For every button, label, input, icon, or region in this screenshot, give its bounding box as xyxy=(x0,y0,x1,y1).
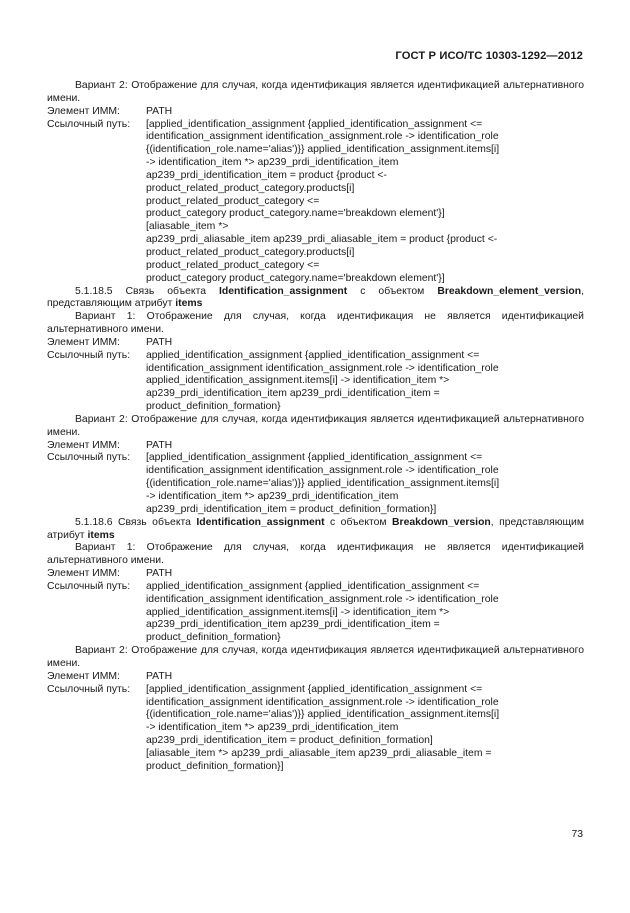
reference-path-line: identification_assignment identification_assignment.role -> identification_role xyxy=(146,362,499,374)
mapping-value xyxy=(146,106,584,119)
mapping-value xyxy=(146,350,584,414)
mapping-row xyxy=(47,440,584,453)
variant-paragraph: Вариант 1: Отображение для случая, когда идентификация не является идентификацией альтернативного имени. xyxy=(47,542,584,567)
reference-path-line: ap239_prdi_identification_item = product_definition_formation}] xyxy=(146,503,437,515)
mapping-row xyxy=(47,106,584,119)
reference-path-line: product_category product_category.name='breakdown element'}] xyxy=(146,272,445,284)
heading-suffix: , представляющим атрибут xyxy=(47,516,585,541)
reference-path-line: applied_identification_assignment.items[i] -> identification_item *> xyxy=(146,606,450,618)
reference-path-line: PATH xyxy=(146,439,173,451)
heading-b3: items xyxy=(175,298,203,310)
mapping-value xyxy=(146,684,584,774)
mapping-label: Ссылочный путь: xyxy=(47,580,131,592)
reference-path-line: product_definition_formation} xyxy=(146,632,281,644)
mapping-value xyxy=(146,119,584,286)
heading-b2: Breakdown_element_version xyxy=(437,285,582,297)
mapping-row xyxy=(47,119,584,286)
section-heading xyxy=(47,517,584,543)
reference-path-line: identification_assignment identification_assignment.role -> identification_role xyxy=(146,593,499,605)
section-heading xyxy=(47,286,584,312)
mapping-row xyxy=(47,452,584,516)
reference-path-line: ap239_prdi_identification_item = product_definition_formation] xyxy=(146,735,433,747)
reference-path-line: applied_identification_assignment {applied_identification_assignment <= xyxy=(146,580,480,592)
reference-path-line: -> identification_item *> ap239_prdi_identification_item xyxy=(146,491,399,502)
mapping-label: Элемент ИММ: xyxy=(47,439,120,451)
reference-path-line: PATH xyxy=(146,105,173,117)
reference-path-line: product_related_product_category <= xyxy=(146,259,320,271)
reference-path-line: PATH xyxy=(146,568,173,580)
mapping-row xyxy=(47,581,584,645)
reference-path-line: ap239_prdi_aliasable_item ap239_prdi_aliasable_item = product {product <- xyxy=(146,234,498,246)
mapping-value xyxy=(146,452,584,516)
mapping-label: Ссылочный путь: xyxy=(47,683,131,695)
reference-path-line: product_related_product_category.products[i] xyxy=(146,182,355,194)
reference-path-line: [applied_identification_assignment {applied_identification_assignment <= xyxy=(146,683,483,695)
reference-path-line: {(identification_role.name='alias')}} applied_identification_assignment.items[i] xyxy=(146,709,500,721)
mapping-label: Ссылочный путь: xyxy=(47,349,131,361)
reference-path-line: [aliasable_item *> ap239_prdi_aliasable_item ap239_prdi_aliasable_item = xyxy=(146,747,492,759)
mapping-row xyxy=(47,671,584,684)
reference-path-line: product_related_product_category <= xyxy=(146,195,320,207)
reference-path-line: {(identification_role.name='alias')}} applied_identification_assignment.items[i] xyxy=(146,478,500,490)
reference-path-line: product_definition_formation} xyxy=(146,401,281,413)
reference-path-line: product_definition_formation}] xyxy=(146,760,284,772)
mapping-value xyxy=(146,568,584,581)
reference-path-line: applied_identification_assignment {applied_identification_assignment <= xyxy=(146,349,480,361)
reference-path-line: ap239_prdi_identification_item ap239_prdi_identification_item = xyxy=(146,388,440,400)
mapping-label: Элемент ИММ: xyxy=(47,670,120,682)
mapping-value xyxy=(146,440,584,453)
heading-mid: с объектом xyxy=(347,285,438,297)
mapping-label: Элемент ИММ: xyxy=(47,568,120,580)
reference-path-line: {(identification_role.name='alias')}} applied_identification_assignment.items[i] xyxy=(146,144,500,156)
mapping-row xyxy=(47,337,584,350)
mapping-value xyxy=(146,671,584,684)
heading-b1: Identification_assignment xyxy=(196,516,325,528)
page-number: 73 xyxy=(571,829,583,840)
document-body xyxy=(47,80,584,774)
reference-path-line: identification_assignment identification_assignment.role -> identification_role xyxy=(146,465,499,477)
reference-path-line: PATH xyxy=(146,336,173,348)
mapping-label: Элемент ИММ: xyxy=(47,336,120,348)
heading-b2: Breakdown_version xyxy=(392,516,491,528)
reference-path-line: identification_assignment identification_assignment.role -> identification_role xyxy=(146,131,499,143)
variant-paragraph: Вариант 2: Отображение для случая, когда идентификация является идентификацией альтернативного имени. xyxy=(47,645,584,669)
reference-path-line: product_related_product_category.products[i] xyxy=(146,246,355,258)
mapping-row xyxy=(47,684,584,774)
reference-path-line: [aliasable_item *> xyxy=(146,221,229,233)
reference-path-line: [applied_identification_assignment {applied_identification_assignment <= xyxy=(146,118,483,130)
reference-path-line: PATH xyxy=(146,670,173,682)
reference-path-line: product_category product_category.name='breakdown element'}] xyxy=(146,208,445,220)
variant-paragraph: Вариант 2: Отображение для случая, когда идентификация является идентификацией альтернативного имени. xyxy=(47,80,584,104)
mapping-value xyxy=(146,581,584,645)
heading-prefix: 5.1.18.5 Связь объекта xyxy=(75,285,220,297)
mapping-label: Ссылочный путь: xyxy=(47,452,131,464)
heading-b1: Identification_assignment xyxy=(219,285,348,297)
reference-path-line: [applied_identification_assignment {applied_identification_assignment <= xyxy=(146,452,483,464)
mapping-label: Элемент ИММ: xyxy=(47,105,120,117)
reference-path-line: -> identification_item *> ap239_prdi_identification_item xyxy=(146,157,399,169)
mapping-value xyxy=(146,337,584,350)
heading-suffix: , представляющим атрибут xyxy=(47,285,584,310)
reference-path-line: identification_assignment identification_assignment.role -> identification_role xyxy=(146,696,499,708)
reference-path-line: ap239_prdi_identification_item = product {product <- xyxy=(146,169,387,181)
reference-path-line: ap239_prdi_identification_item ap239_prdi_identification_item = xyxy=(146,619,440,631)
heading-prefix: 5.1.18.6 Связь объекта xyxy=(75,516,197,528)
mapping-row xyxy=(47,568,584,581)
reference-path-line: applied_identification_assignment.items[i] -> identification_item *> xyxy=(146,375,450,387)
heading-mid: с объектом xyxy=(324,516,393,528)
mapping-label: Ссылочный путь: xyxy=(47,118,131,130)
mapping-row xyxy=(47,350,584,414)
reference-path-line: -> identification_item *> ap239_prdi_identification_item xyxy=(146,722,399,734)
variant-paragraph: Вариант 2: Отображение для случая, когда идентификация является идентификацией альтернативного имени. xyxy=(47,413,584,438)
variant-paragraph: Вариант 1: Отображение для случая, когда идентификация не является идентификацией альтернативного имени. xyxy=(47,311,584,336)
page-header-standard-title: ГОСТ Р ИСО/ТС 10303-1292—2012 xyxy=(395,50,583,62)
heading-b3: items xyxy=(87,529,115,541)
